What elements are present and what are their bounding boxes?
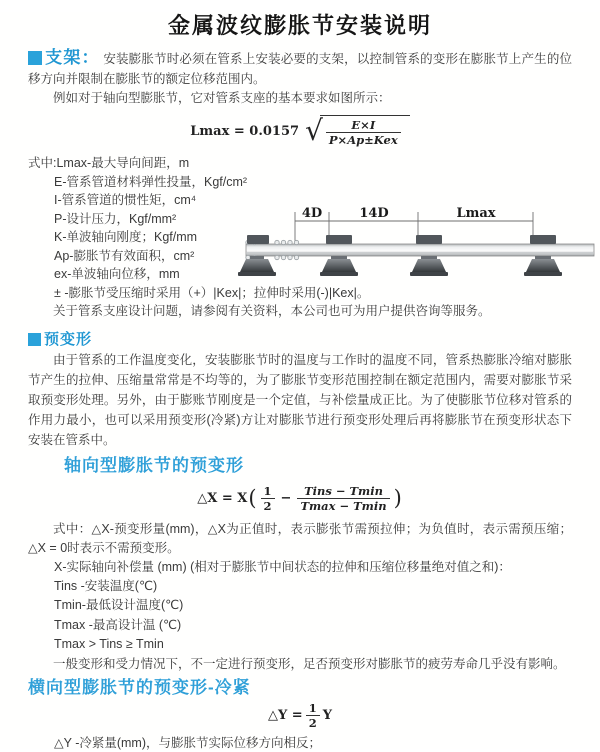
half-fraction bbox=[261, 484, 275, 513]
half-fraction-numerator: 1 bbox=[261, 484, 275, 499]
temperature-line: Tmax -最高设计温 (℃) bbox=[54, 616, 572, 636]
preform-heading-line bbox=[28, 330, 572, 350]
temperature-inequality-line: Tmax > Tins ≥ Tmin bbox=[54, 635, 572, 655]
definition-line: P-设计压力，Kgf/mm² bbox=[54, 210, 572, 229]
definition-line: I-管系管道的惯性矩，cm⁴ bbox=[54, 191, 572, 210]
support-intro-text: 安装膨胀节时必须在管系上安装必要的支架，以控制管系的变形在膨胀节上产生的位移方向并限制在膨胀节的额定位移范围内。 bbox=[28, 52, 572, 86]
half-fraction bbox=[306, 701, 320, 730]
pipe bbox=[246, 244, 594, 256]
lmax-fraction-denominator: P×Ap±Kex bbox=[326, 133, 401, 147]
axial-explain-paragraph: 式中：△X-预变形量(mm)，△X为正值时，表示膨张节需预拉伸；为负值时，表示需预压缩；△X = 0时表示不需预变形。 bbox=[28, 520, 572, 558]
lateral-formula bbox=[28, 700, 572, 732]
half-fraction-denominator: 2 bbox=[261, 499, 275, 513]
axial-note-line: 一般变形和受力情况下，不一定进行预变形，足否预变形对膨胀节的疲劳寿命几乎没有影响。 bbox=[28, 655, 572, 674]
section-marker-icon bbox=[28, 333, 41, 346]
minus-sign: − bbox=[281, 491, 292, 506]
support-intro-paragraph bbox=[28, 48, 572, 89]
definition-line: ex-单波轴向位移，mm bbox=[54, 265, 572, 284]
dim-label-14d: 14D bbox=[359, 206, 388, 221]
axial-formula-lhs: △X = X bbox=[197, 491, 247, 506]
lmax-formula bbox=[28, 114, 572, 148]
half-fraction-numerator: 1 bbox=[306, 701, 320, 716]
support-section-heading: 支架： bbox=[45, 48, 100, 67]
open-paren: ( bbox=[248, 488, 256, 508]
definition-line: 式中:Lmax-最大导向间距，m bbox=[28, 154, 572, 173]
sqrt-radical-sign: √ bbox=[305, 118, 323, 144]
definition-line: Ap-膨胀节有效面积，cm² bbox=[54, 247, 572, 266]
pipe-support-diagram bbox=[246, 202, 594, 306]
support-example-line: 例如对于轴向型膨胀节，它对管系支座的基本要求如图所示： bbox=[28, 89, 572, 108]
lateral-definition-line: △Y -冷紧量(mm)，与膨胀节实际位移方向相反； bbox=[54, 734, 572, 752]
axial-subsection-title: 轴向型膨胀节的预变形 bbox=[64, 456, 572, 476]
lmax-fraction bbox=[326, 118, 401, 147]
temperature-fraction-denominator: Tmax − Tmin bbox=[297, 499, 389, 513]
section-marker-icon bbox=[28, 51, 42, 65]
close-paren: ) bbox=[394, 488, 402, 508]
sqrt-radicand bbox=[320, 115, 410, 147]
definition-line: E-管系管道材料弹性投量，Kgf/cm² bbox=[54, 173, 572, 192]
dim-label-lmax: Lmax bbox=[456, 206, 495, 221]
lateral-subsection-title: 横向型膨胀节的预变形-冷紧 bbox=[28, 678, 572, 698]
temperature-line: Tins -安装温度(℃) bbox=[54, 577, 572, 597]
support-note-line: 关于管系支座设计问题，请参阅有关资料，本公司也可为用户提供咨询等服务。 bbox=[28, 302, 572, 321]
lmax-formula-lhs: Lmax = 0.0157 bbox=[190, 124, 299, 139]
preform-section-heading: 预变形 bbox=[44, 331, 92, 348]
definition-line: ± -膨胀节受压缩时采用（+）|Kex|；拉伸时采用(-)|Kex|。 bbox=[54, 284, 572, 303]
temperature-fraction-numerator: Tins − Tmin bbox=[297, 484, 389, 499]
page-title: 金属波纹膨胀节安装说明 bbox=[28, 12, 572, 40]
lateral-formula-lhs: △Y = bbox=[268, 708, 303, 723]
axial-formula bbox=[28, 480, 572, 516]
temperature-fraction bbox=[297, 484, 389, 513]
temperature-line: Tmin-最低设计温度(℃) bbox=[54, 596, 572, 616]
definition-line: K-单波轴向刚度；Kgf/mm bbox=[54, 228, 572, 247]
document-page bbox=[0, 12, 600, 749]
axial-x-definition-line: X-实际轴向补偿量 (mm) (相对于膨胀节中间状态的拉伸和压缩位移量绝对值之和)： bbox=[54, 558, 572, 577]
lmax-fraction-numerator: E×I bbox=[326, 118, 401, 133]
preform-body-paragraph: 由于管系的工作温度变化，安装膨胀节时的温度与工作时的温度不同，管系热膨胀冷缩对膨胀节产生的拉伸、压缩量常常是不均等的，为了膨胀节变形范围控制在额定范围内，需要对膨胀节采取预变形处理。另外，由于膨账节刚度是一个定值，与补偿量成正比。为了使膨胀节位移对管系的作用力最小，也可以采用预变形(冷紧)方让对膨胀节进行预变形处理后再将膨胀节在预变形状态下安装在管系中。 bbox=[28, 350, 572, 450]
lateral-formula-rhs: Y bbox=[323, 708, 332, 723]
half-fraction-denominator: 2 bbox=[306, 716, 320, 730]
dim-label-4d: 4D bbox=[302, 206, 322, 221]
